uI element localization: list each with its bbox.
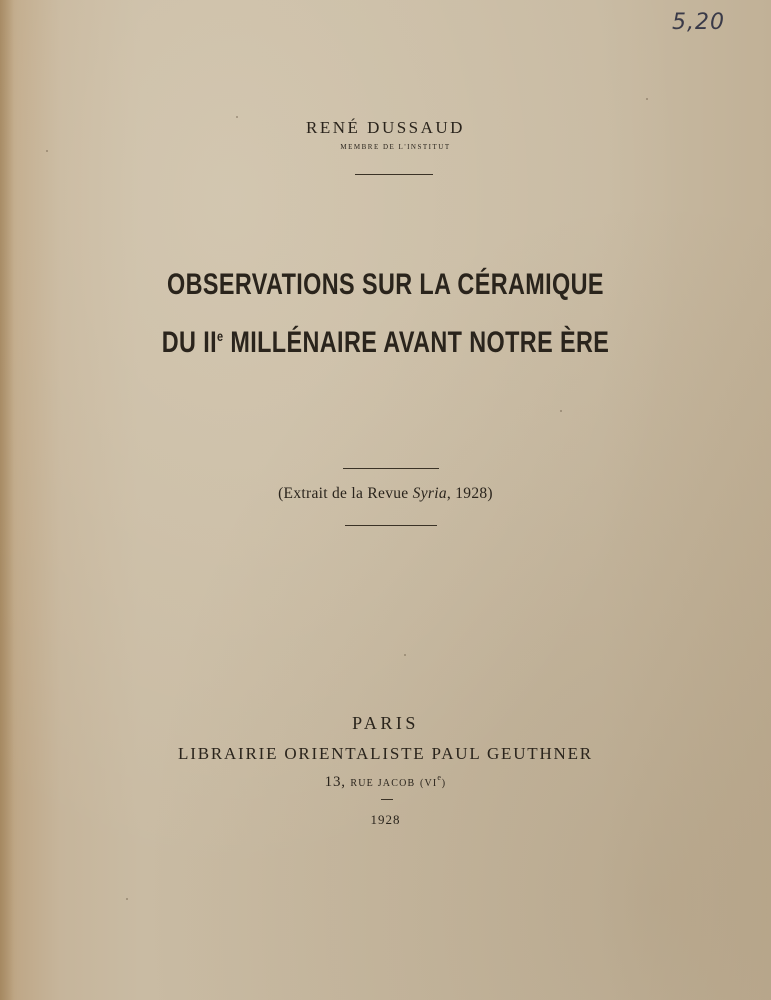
short-dash-rule bbox=[381, 799, 393, 800]
imprint-year: 1928 bbox=[370, 812, 401, 827]
paper-speck bbox=[560, 410, 562, 412]
paper-speck bbox=[126, 898, 128, 900]
paper-speck bbox=[404, 654, 406, 656]
handwritten-price-note: 5,20 bbox=[672, 10, 725, 35]
divider-rule bbox=[355, 174, 433, 175]
title-line-1: OBSERVATIONS SUR LA CÉRAMIQUE bbox=[167, 268, 604, 301]
imprint-publisher: LIBRAIRIE ORIENTALISTE PAUL GEUTHNER bbox=[178, 744, 593, 763]
address-close: ) bbox=[441, 778, 447, 789]
title-line-2-suffix: MILLÉNAIRE AVANT NOTRE ÈRE bbox=[223, 326, 610, 359]
extract-suffix: , 1928) bbox=[446, 485, 493, 502]
address-district-superscript: e bbox=[437, 773, 442, 782]
extract-note bbox=[0, 485, 771, 503]
extract-prefix: (Extrait de la Revue bbox=[278, 485, 413, 502]
divider-rule bbox=[343, 468, 439, 469]
address-district: (VI bbox=[419, 778, 438, 789]
address-number: 13, bbox=[324, 774, 346, 790]
title-line-2-prefix: DU II bbox=[161, 326, 217, 359]
divider-rule bbox=[345, 525, 437, 526]
imprint-city: PARIS bbox=[352, 713, 419, 733]
title-line-2 bbox=[85, 326, 686, 360]
title-superscript: e bbox=[216, 328, 224, 344]
imprint-address bbox=[0, 773, 771, 791]
journal-name: Syria bbox=[412, 485, 447, 502]
author-affiliation: MEMBRE DE L'INSTITUT bbox=[340, 143, 451, 151]
address-street: RUE JACOB bbox=[350, 778, 416, 789]
paper-speck bbox=[646, 98, 648, 100]
author-name: RENÉ DUSSAUD bbox=[306, 118, 465, 137]
